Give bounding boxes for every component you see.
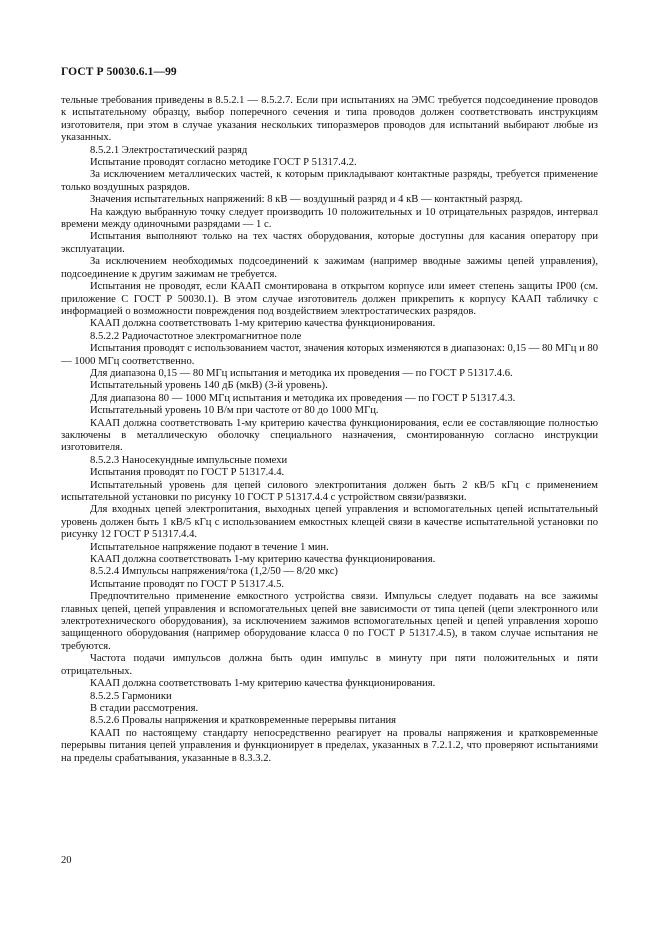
- document-body: [61, 95, 598, 765]
- paragraph: Испытательное напряжение подают в течение 1 мин.: [90, 541, 329, 553]
- paragraph: Испытательный уровень для цепей силового электропитания должен быть 2 кВ/5 кГц с применением испытательной установки по рисунку 10 ГОСТ Р 51317.4.4 с устройством связи/развязки.: [61, 479, 598, 503]
- paragraph: Для диапазона 0,15 — 80 МГц испытания и методика их проведения — по ГОСТ Р 51317.4.6.: [90, 367, 513, 379]
- paragraph: Для входных цепей электропитания, выходных цепей управления и вспомогательных цепей испытательный уровень должен быть 1 кВ/5 кГц с использованием емкостных клещей связи в качестве испытательной установки по рисунку 12 ГОСТ Р 51317.4.4.: [61, 504, 598, 541]
- paragraph: Предпочтительно применение емкостного устройства связи. Импульсы следует подавать на все зажимы главных цепей, цепей управления и вспомогательных цепей вне зависимости от типа цепей (цепи электронного или электротехнического оборудования), за исключением зажимов вспомогательных цепей и цепей управления хорошо защищенного оборудования (например оборудование класса 0 по ГОСТ Р 51317.4.5), в таком случае испытания не требуются.: [61, 591, 598, 652]
- paragraph: 8.5.2.4 Импульсы напряжения/тока (1,2/50 — 8/20 мкс): [90, 566, 338, 578]
- paragraph: Испытания не проводят, если КААП смонтирована в открытом корпусе или имеет степень защиты IP00 (см. приложение С ГОСТ Р 50030.1). В этом случае изготовитель должен прикрепить к корпусу КААП табличку с информацией о возможности повреждения под воздействием электростатических разрядов.: [61, 281, 598, 317]
- paragraph: тельные требования приведены в 8.5.2.1 — 8.5.2.7. Если при испытаниях на ЭМС требуется подсоединение проводов к испытательному образцу, выбор поперечного сечения и типа проводов должен соответствовать инструкциям изготовителя, при этом в случае указания нескольких типоразмеров проводов для испытаний выбирают любые из указанных.: [61, 95, 598, 144]
- paragraph: Значения испытательных напряжений: 8 кВ — воздушный разряд и 4 кВ — контактный разряд.: [90, 194, 523, 206]
- document-header: ГОСТ Р 50030.6.1—99: [61, 66, 177, 78]
- paragraph: КААП должна соответствовать 1-му критерию качества функционирования.: [90, 678, 436, 690]
- paragraph: КААП должна соответствовать 1-му критерию качества функционирования.: [90, 554, 436, 566]
- paragraph: Испытания проводят по ГОСТ Р 51317.4.4.: [90, 467, 285, 479]
- paragraph: Испытательный уровень 10 В/м при частоте от 80 до 1000 МГц.: [90, 405, 379, 417]
- paragraph: Испытательный уровень 140 дБ (мкВ) (3-й уровень).: [90, 380, 328, 392]
- paragraph: Частота подачи импульсов должна быть один импульс в минуту при пяти положительных и пяти отрицательных.: [61, 653, 598, 677]
- paragraph: Испытание проводят согласно методике ГОСТ Р 51317.4.2.: [90, 157, 357, 169]
- paragraph: Испытания выполняют только на тех частях оборудования, которые доступны для касания оператору при эксплуатации.: [61, 231, 598, 255]
- paragraph: 8.5.2.3 Наносекундные импульсные помехи: [90, 454, 288, 466]
- paragraph: КААП должна соответствовать 1-му критерию качества функционирования.: [90, 318, 436, 330]
- paragraph: Испытания проводят с использованием частот, значения которых изменяются в диапазонах: 0,15 — 80 МГц и 80 — 1000 МГц соответственно.: [61, 343, 598, 367]
- paragraph: Испытание проводят по ГОСТ Р 51317.4.5.: [90, 578, 285, 590]
- paragraph: 8.5.2.6 Провалы напряжения и кратковременные перерывы питания: [90, 715, 397, 727]
- paragraph: Для диапазона 80 — 1000 МГц испытания и методика их проведения — по ГОСТ Р 51317.4.3.: [90, 392, 516, 404]
- paragraph: КААП должна соответствовать 1-му критерию качества функционирования, если ее составляющие полностью заключены в металлическую оболочку специального назначения, смонтированную согласно инструкции изготовителя.: [61, 417, 598, 454]
- paragraph: 8.5.2.1 Электростатический разряд: [90, 144, 248, 156]
- paragraph: 8.5.2.2 Радиочастотное электромагнитное поле: [90, 330, 302, 342]
- paragraph: На каждую выбранную точку следует производить 10 положительных и 10 отрицательных разрядов, интервал времени между одиночными разрядами — 1 с.: [61, 206, 598, 231]
- page-number: 20: [61, 855, 72, 866]
- paragraph: 8.5.2.5 Гармоники: [90, 690, 172, 702]
- paragraph: КААП по настоящему стандарту непосредственно реагирует на провалы напряжения и кратковременные перерывы питания цепей управления и функционирует в пределах, указанных в 7.2.1.2, что проверяют испытаниями на пределы срабатывания, указанные в 8.3.3.2.: [61, 727, 598, 764]
- paragraph: В стадии рассмотрения.: [90, 702, 199, 714]
- paragraph: За исключением металлических частей, к которым прикладывают контактные разряды, требуется применение только воздушных разрядов.: [61, 169, 598, 193]
- paragraph: За исключением необходимых подсоединений к зажимам (например вводные зажимы цепей управления), подсоединение к другим зажимам не требуется.: [61, 256, 598, 280]
